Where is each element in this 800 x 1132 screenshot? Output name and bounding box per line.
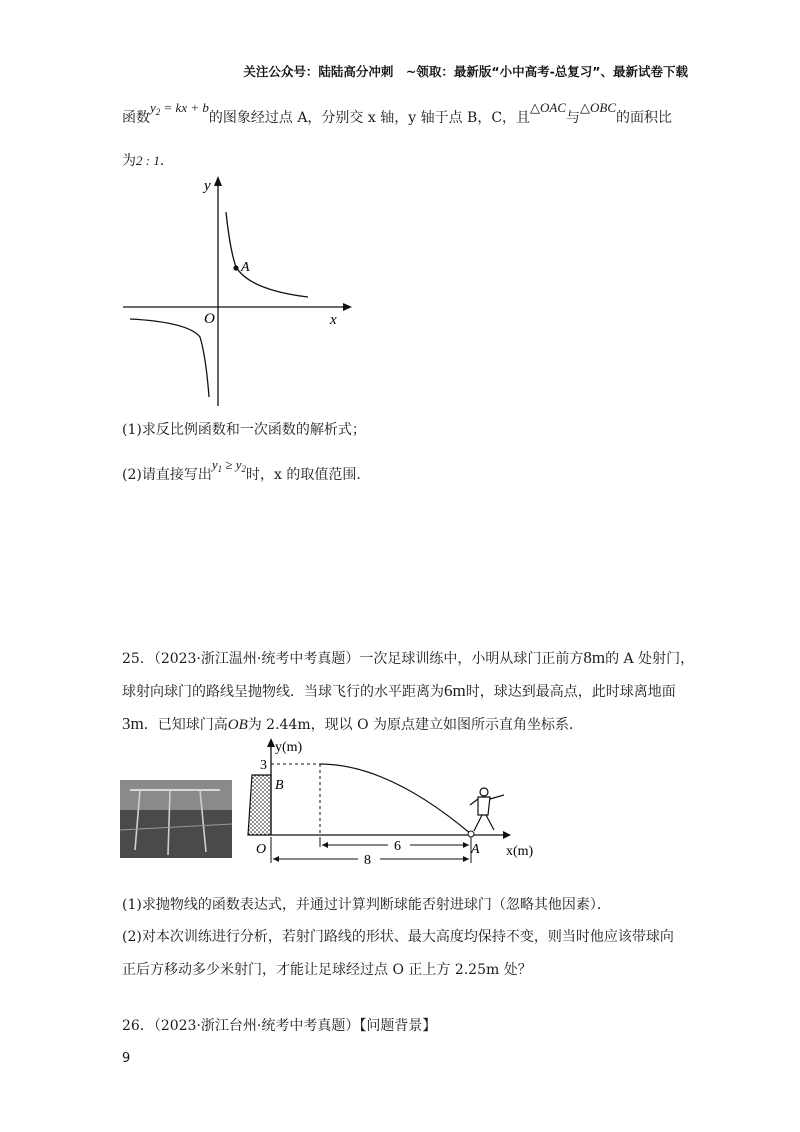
dimension-8: 8 (364, 853, 371, 868)
goal-post (248, 775, 271, 835)
y-axis-arrow (214, 176, 222, 186)
q24-triangle-oac: △OAC (530, 100, 567, 115)
point-b-label: B (275, 778, 284, 793)
q25-trajectory-diagram (238, 735, 548, 875)
q24-hyperbola-graph (118, 172, 358, 408)
goal-photo (120, 780, 232, 858)
origin-label: O (204, 311, 215, 327)
point-a-label: A (241, 260, 250, 275)
ball-trajectory (320, 764, 471, 834)
q25-sub2-line-2: 正后方移动多少米射门，才能让足球经过点 O 正上方 2.25m 处？ (122, 962, 532, 978)
q24-sub1: (1)求反比例函数和一次函数的解析式； (122, 422, 366, 438)
point-a-label: A (471, 842, 480, 857)
q26-heading: 26．（2023·浙江台州·统考中考真题）【问题背景】 (122, 1018, 437, 1034)
tick-y-3: 3 (260, 758, 267, 773)
q25-line-1: 25．（2023·浙江温州·统考中考真题）一次足球训练中，小明从球门正前方8m的 A 处射门， (122, 648, 695, 667)
origin-label: O (256, 842, 267, 857)
q24-inequality: $y_1 \ge y_2$ (211, 457, 247, 474)
y-axis-label: y(m) (275, 740, 303, 755)
page-number: 9 (122, 1051, 131, 1066)
q25-line-3: 3m．已知球门高OB为 2.44m，现以 O 为原点建立如图所示直角坐标系． (122, 714, 584, 733)
q25-line-2: 球射向球门的路线呈抛物线．当球飞行的水平距离为6m时，球达到最高点，此时球离地面 (122, 681, 676, 700)
x-axis-label: x(m) (506, 844, 534, 859)
point-a-dot (233, 265, 238, 270)
page-header: 关注公众号：陆陆高分冲刺 ~领取：最新版“小中高考-总复习”、最新试卷下载 (243, 64, 688, 79)
q24-formula-y2: $y_2$ = kx + b (150, 100, 209, 117)
x-axis-label: x (330, 312, 337, 328)
q24-ratio: 2 : 1 (136, 153, 160, 168)
q25-sub2-line-1: (2)对本次训练进行分析，若射门路线的形状、最大高度均保持不变，则当时他应该带球向 (122, 929, 674, 945)
hyperbola-branch-q3 (130, 319, 209, 397)
y-axis-label: y (204, 178, 211, 194)
q24-triangle-obc: △OBC (580, 100, 617, 115)
x-axis-arrow (343, 303, 352, 311)
ball (468, 831, 474, 837)
q24-sub2: (2)请直接写出$y_1 \ge y_2$时，x 的取值范围. (122, 457, 361, 483)
hyperbola-branch-q1 (226, 212, 308, 297)
dimension-6: 6 (394, 839, 401, 854)
player-figure (470, 788, 504, 831)
q24-line-1: 函数$y_2$ = kx + b的图象经过点 A，分别交 x 轴，y 轴于点 B，C，且△OAC与△OBC的面积比 (122, 100, 673, 126)
q25-sub1: (1)求抛物线的函数表达式，并通过计算判断球能否射进球门（忽略其他因素）． (122, 897, 611, 913)
q24-line-2: 为2 : 1. (122, 153, 165, 169)
